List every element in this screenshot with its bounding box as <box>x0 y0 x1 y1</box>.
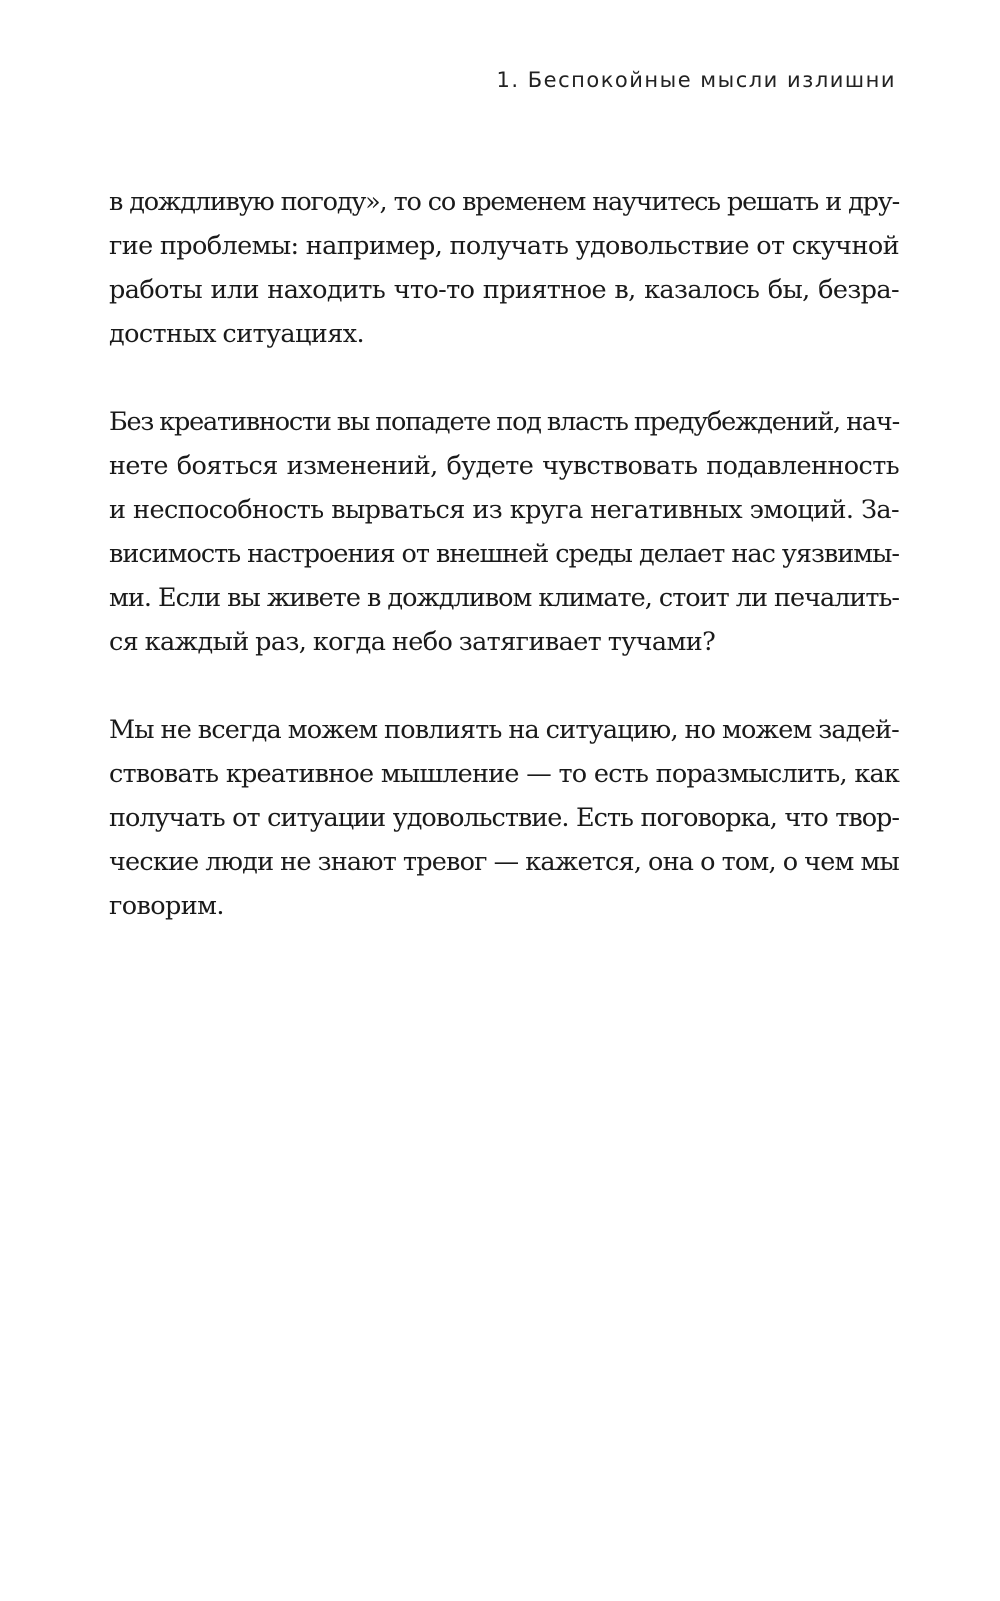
text-line: Без креативности вы попадете под власть предубеждений, нач- <box>109 407 899 437</box>
text-line: и неспособность вырваться из круга негативных эмоций. За- <box>109 495 899 525</box>
text-line: достных ситуациях. <box>109 319 364 349</box>
body-text <box>109 180 899 972</box>
paragraph-1 <box>109 180 899 356</box>
text-line: в дождливую погоду», то со временем научитесь решать и дру- <box>109 187 899 217</box>
paragraph-3 <box>109 708 899 928</box>
text-line: получать от ситуации удовольствие. Есть поговорка, что твор- <box>109 803 899 833</box>
text-line: работы или находить что-то приятное в, казалось бы, безра- <box>109 275 899 305</box>
text-line: ческие люди не знают тревог — кажется, она о том, о чем мы <box>109 847 899 877</box>
text-line: ствовать креативное мышление — то есть поразмыслить, как <box>109 759 899 789</box>
paragraph-2 <box>109 400 899 664</box>
running-header: 1. Беспокойные мысли излишни <box>496 68 896 92</box>
text-line: гие проблемы: например, получать удовольствие от скучной <box>109 231 899 261</box>
text-line: говорим. <box>109 891 224 921</box>
text-line: Мы не всегда можем повлиять на ситуацию, но можем задей- <box>109 715 899 745</box>
text-line: ми. Если вы живете в дождливом климате, стоит ли печалить- <box>109 583 899 613</box>
text-line: ся каждый раз, когда небо затягивает тучами? <box>109 627 716 657</box>
text-line: нете бояться изменений, будете чувствовать подавленность <box>109 451 899 481</box>
text-line: висимость настроения от внешней среды делает нас уязвимы- <box>109 539 899 569</box>
